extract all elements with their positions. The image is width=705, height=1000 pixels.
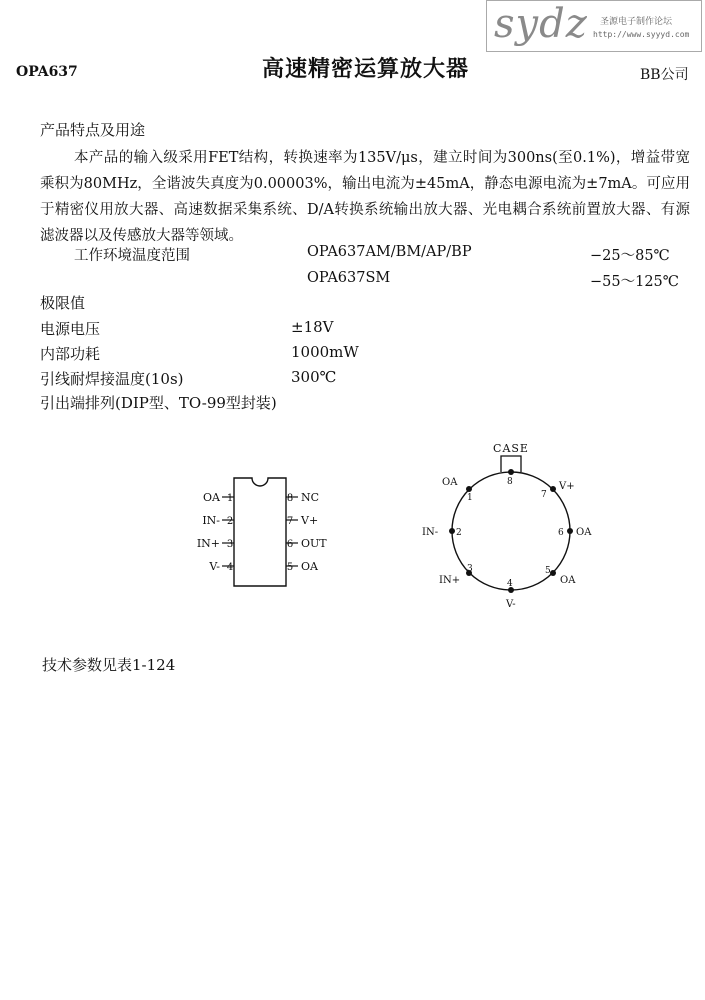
to99-pin8-num: 8 [507, 477, 513, 487]
limit-value-supply: ±18V [291, 318, 334, 336]
to99-pin1-num: 1 [467, 493, 473, 503]
dip-pin6-num: 6 [286, 539, 294, 550]
dip-pin2-num: 2 [226, 516, 234, 527]
to99-pin2-num: 2 [456, 528, 462, 538]
dip-pin3-name: IN+ [196, 537, 220, 550]
dip-pin8-name: NC [301, 491, 320, 504]
to99-pin5-num: 5 [545, 566, 551, 576]
limit-value-power: 1000mW [291, 343, 359, 361]
to99-pin6-num: 6 [558, 528, 564, 538]
temp-range-2: −55～125℃ [590, 274, 679, 290]
dip-body [234, 478, 286, 586]
to99-pin3-num: 3 [467, 564, 473, 574]
to99-pin4-num: 4 [507, 579, 513, 589]
manufacturer: BB公司 [640, 67, 689, 83]
dip-pin5-name: OA [301, 560, 318, 573]
limit-label-power: 内部功耗 [40, 345, 101, 363]
dip-pin8-num: 8 [286, 493, 294, 504]
temp-range-1: −25～85℃ [590, 248, 670, 264]
watermark-url: http://www.syyyd.com [593, 30, 690, 39]
dip-pin1-num: 1 [226, 493, 234, 504]
features-heading: 产品特点及用途 [40, 121, 146, 139]
temp-model-2: OPA637SM [307, 270, 391, 286]
dip-pin5-num: 5 [286, 562, 294, 573]
spec-table-reference: 技术参数见表1-124 [42, 656, 176, 674]
limit-value-solder: 300℃ [291, 368, 337, 386]
features-paragraph: 本产品的输入级采用FET结构，转换速率为135V/μs，建立时间为300ns(至0.1%)，增益带宽乘积为80MHz，全谐波失真度为0.00003%，输出电流为±45mA，静态电源电流为±7mA。可应用于精密仪用放大器、高速数据采集系统、D/A转换系统输出放大器、光电耦合系统前置放大器、有源滤波器以及传感放大器等领域。 [40, 150, 690, 244]
dip-pin3-num: 3 [226, 539, 234, 550]
to99-pin2-name: IN- [422, 527, 439, 538]
dip-package-diagram [190, 470, 340, 600]
to99-pin6-name: OA [576, 527, 592, 538]
to99-pin5-name: OA [560, 575, 576, 586]
dip-pin2-name: IN- [202, 514, 220, 527]
limit-label-supply: 电源电压 [40, 320, 101, 338]
dip-pin4-name: V- [209, 560, 220, 573]
dip-pin6-name: OUT [301, 537, 327, 550]
watermark-site-name: 圣源电子制作论坛 [600, 17, 673, 27]
pinout-heading: 引出端排列(DIP型、TO-99型封装) [40, 394, 277, 412]
temp-range-label: 工作环境温度范围 [74, 248, 190, 264]
to99-pin3-name: IN+ [439, 575, 461, 586]
dip-pin4-num: 4 [226, 562, 234, 573]
watermark-logo: sydz [494, 1, 588, 47]
to99-package-diagram [410, 438, 610, 618]
dip-pin1-name: OA [203, 491, 220, 504]
to99-pin1-name: OA [442, 477, 458, 488]
limit-label-solder: 引线耐焊接温度(10s) [40, 370, 184, 388]
to99-pin4-name: V- [506, 599, 516, 610]
temp-model-1: OPA637AM/BM/AP/BP [307, 244, 472, 260]
dip-pin7-name: V+ [301, 514, 319, 527]
limits-heading: 极限值 [40, 294, 86, 312]
to99-case-label: CASE [493, 442, 529, 455]
to99-pin7-name: V+ [559, 481, 575, 492]
part-number: OPA637 [16, 64, 78, 80]
to99-pin7-num: 7 [541, 490, 547, 500]
dip-pin7-num: 7 [286, 516, 294, 527]
page-title: 高速精密运算放大器 [262, 57, 470, 82]
